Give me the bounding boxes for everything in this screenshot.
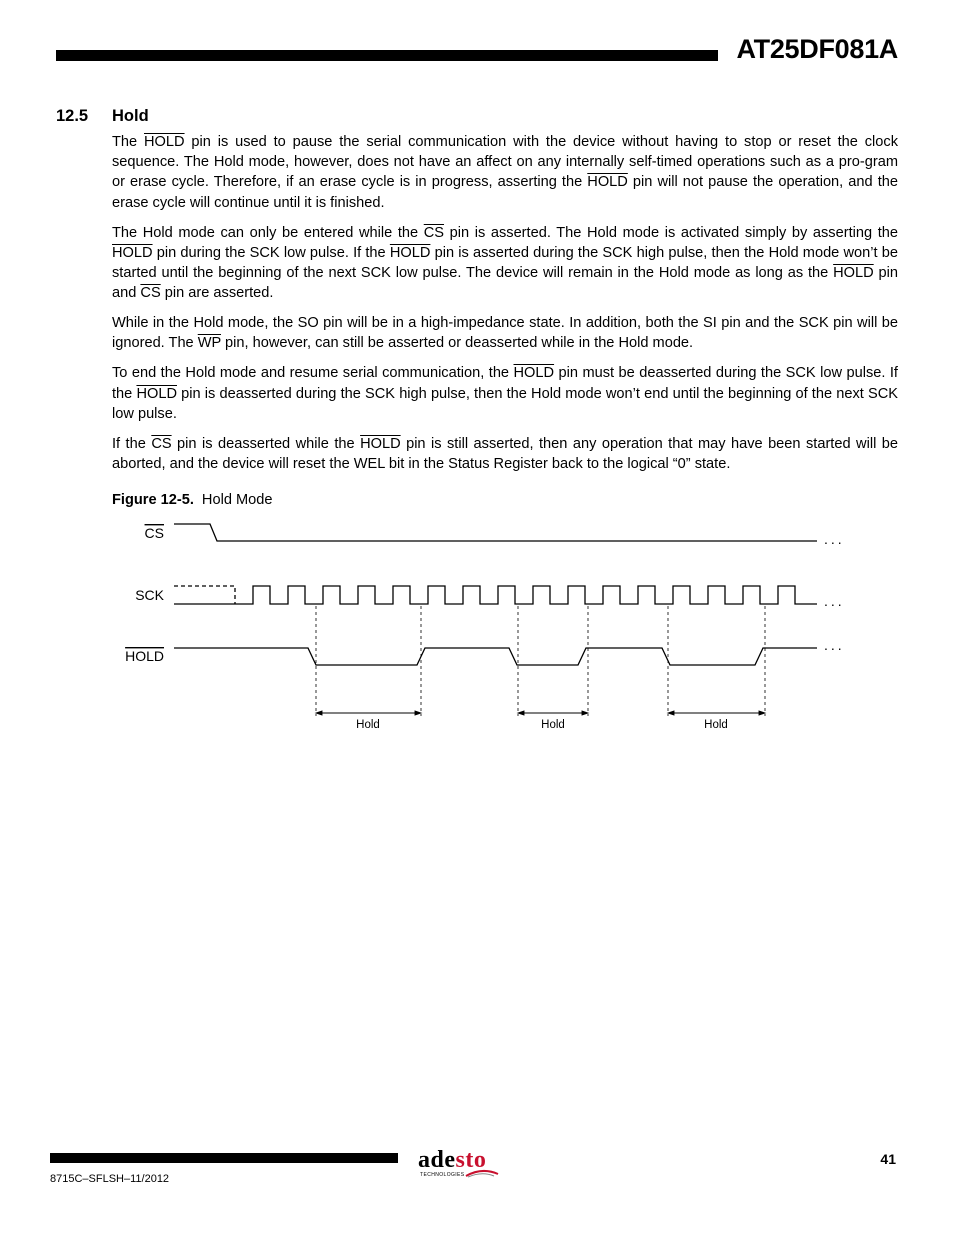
section-title: Hold	[112, 107, 149, 125]
logo-part: ade	[418, 1147, 456, 1173]
sck-waveform	[235, 586, 817, 604]
logo-part-accent: sto	[455, 1147, 487, 1173]
text-run: pin is deasserted while the	[171, 435, 361, 452]
header-rule	[56, 50, 718, 61]
section-number: 12.5	[56, 107, 89, 125]
text-run: pin is still asserted, then any operation that may have been started will be aborted, and the device will reset the WEL bit in the Status Register back to the logical “0” state.	[112, 435, 899, 473]
text-run: The Hold mode can only be entered while the	[112, 224, 424, 241]
paragraph-1	[112, 132, 898, 213]
signal-name: HOLD	[833, 265, 874, 282]
text-run: pin will not pause the operation, and the erase cycle will continue until it is finished.	[112, 174, 899, 211]
text-run: pin is asserted during the SCK high pulse, then the Hold mode won’t be started until the beginning of the next SCK low pulse. The device will remain in the Hold mode as long as the	[112, 244, 898, 282]
cs-signal-label: CS	[144, 525, 164, 541]
signal-name: $\overline{CS}$	[423, 224, 445, 241]
signal-name: HOLD	[513, 365, 555, 382]
arrow-head	[759, 711, 765, 715]
hold-waveform	[174, 648, 817, 665]
signal-name: $\overline{CS}$	[151, 435, 172, 452]
document-id: 8715C–SFLSH–11/2012	[50, 1173, 170, 1185]
hold-interval-label: Hold	[704, 719, 728, 731]
text-run: pin during the SCK low pulse. If the	[152, 244, 390, 261]
sck-continuation: ...	[824, 593, 845, 609]
hold-interval-label: Hold	[541, 719, 565, 731]
paragraph-4	[112, 363, 898, 424]
text-run: pin is deasserted during the SCK high pulse, then the Hold mode won’t end until the beginning of the next SCK low pulse.	[112, 385, 898, 422]
cs-waveform	[174, 524, 817, 541]
text-run: To end the Hold mode and resume serial communication, the	[112, 365, 514, 382]
arrow-head	[582, 711, 588, 715]
adesto-logo	[418, 1147, 502, 1181]
section-body	[112, 132, 898, 484]
paragraph-5	[112, 434, 898, 474]
text-run: pin is asserted. The Hold mode is activated simply by asserting the	[444, 224, 898, 241]
figure-caption	[112, 492, 273, 508]
signal-name: HOLD	[360, 435, 401, 452]
footer-rule	[50, 1153, 398, 1163]
text-run: If the	[112, 435, 152, 452]
signal-name: HOLD	[389, 244, 431, 261]
hold-interval-label: Hold	[356, 719, 380, 731]
hold-mode-timing-diagram	[0, 510, 954, 740]
cs-continuation: ...	[824, 531, 845, 547]
text-run: pin must be deasserted during the SCK low pulse. If the	[112, 365, 898, 402]
signal-name: HOLD	[136, 385, 177, 402]
signal-name: HOLD	[112, 244, 153, 261]
logo-subtext: TECHNOLOGIES	[420, 1172, 465, 1178]
sck-dashed-lead	[174, 586, 235, 604]
text-run: The	[112, 134, 144, 150]
signal-name: $\overline{CS}$	[140, 285, 161, 302]
text-run: pin are asserted.	[160, 285, 274, 302]
text-run: While in the Hold mode, the SO pin will be in a high-impedance state. In addition, both the SI pin and the SCK pin will be ignored. The	[112, 315, 898, 352]
paragraph-3	[112, 313, 898, 353]
arrow-head	[518, 711, 524, 715]
signal-name: $\overline{WP}$	[197, 335, 221, 352]
arrow-head	[668, 711, 674, 715]
arrow-head	[415, 711, 421, 715]
logo-swoosh-icon	[464, 1169, 500, 1179]
text-run: pin and	[112, 265, 898, 302]
text-run: pin, however, can still be asserted or deasserted while in the Hold mode.	[220, 335, 694, 352]
hold-continuation: ...	[824, 637, 845, 653]
figure-label: Figure 12-5.	[112, 492, 194, 508]
section-heading	[56, 107, 149, 126]
arrow-head	[316, 711, 322, 715]
figure-title: Hold Mode	[201, 492, 273, 508]
text-run: pin is used to pause the serial communication with the device without having to stop or reset the clock sequence. The Hold mode, however, does not have an affect on any internally self-timed operations such as a pro-gram or erase cycle. Therefore, if an erase cycle is in progress, asserting the	[112, 134, 898, 191]
sck-signal-label: SCK	[135, 587, 164, 603]
page-number: 41	[880, 1151, 896, 1167]
signal-name: HOLD	[587, 174, 628, 191]
document-title: AT25DF081A	[736, 34, 898, 64]
paragraph-2	[112, 223, 898, 304]
signal-name: HOLD	[144, 134, 185, 150]
hold-signal-label: HOLD	[125, 648, 164, 664]
